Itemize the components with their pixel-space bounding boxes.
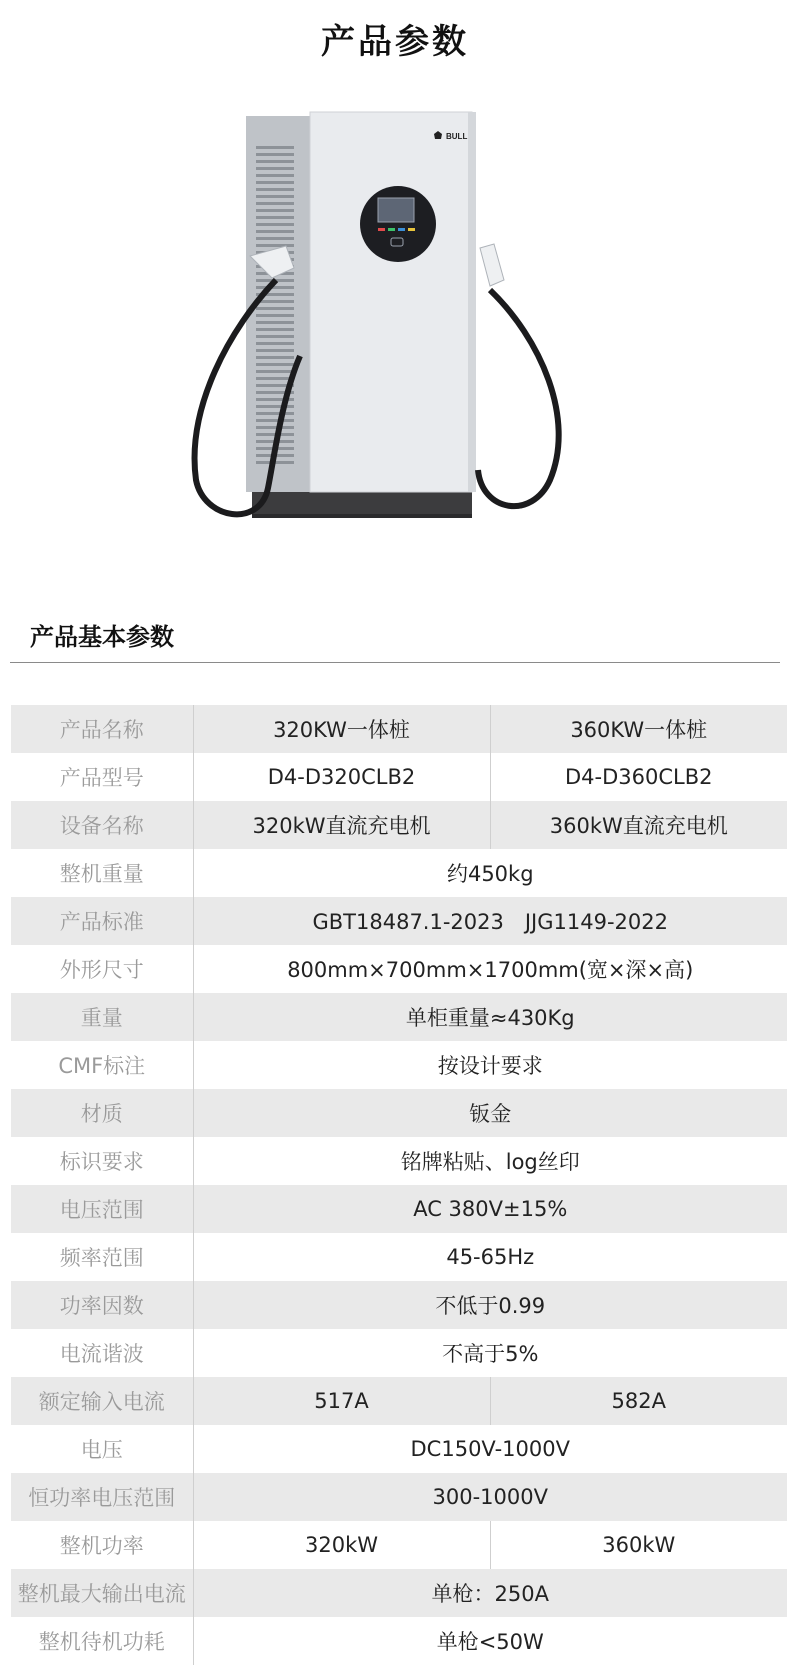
vent-slot: [256, 426, 294, 429]
status-light-blue: [398, 228, 405, 231]
spec-value: 钣金: [193, 1089, 787, 1137]
right-charging-gun-icon: [480, 244, 504, 286]
spec-table-body: [11, 705, 787, 1665]
spec-label: 整机重量: [11, 849, 193, 897]
vent-slot: [256, 216, 294, 219]
spec-label: 功率因数: [11, 1281, 193, 1329]
vent-slot: [256, 342, 294, 345]
spec-row: [11, 849, 787, 897]
spec-label: 标识要求: [11, 1137, 193, 1185]
section-divider: [10, 662, 780, 663]
vent-slot: [256, 363, 294, 366]
charger-front-panel: [310, 112, 472, 492]
display-screen: [378, 198, 414, 222]
vent-slot: [256, 230, 294, 233]
spec-value: DC150V-1000V: [193, 1425, 787, 1473]
charger-base: [252, 490, 472, 518]
spec-value: 不低于0.99: [193, 1281, 787, 1329]
status-light-red: [378, 228, 385, 231]
spec-label: 电流谐波: [11, 1329, 193, 1377]
vent-slot: [256, 321, 294, 324]
spec-value: AC 380V±15%: [193, 1185, 787, 1233]
vent-slot: [256, 223, 294, 226]
spec-row: [11, 897, 787, 945]
status-light-yellow: [408, 228, 415, 231]
page-title: 产品参数: [321, 22, 469, 62]
vent-slot: [256, 307, 294, 310]
spec-value: 单枪：250A: [193, 1569, 787, 1617]
spec-row: [11, 1377, 787, 1425]
charger-right-edge: [468, 112, 476, 492]
spec-value-320kw: 517A: [193, 1377, 490, 1425]
spec-value: 800mm×700mm×1700mm(宽×深×高): [193, 945, 787, 993]
vent-slot: [256, 209, 294, 212]
vent-slot: [256, 181, 294, 184]
spec-value: 单柜重量≈430Kg: [193, 993, 787, 1041]
spec-value-360kw: 582A: [490, 1377, 787, 1425]
spec-label: 产品标准: [11, 897, 193, 945]
spec-label: 重量: [11, 993, 193, 1041]
spec-row: [11, 1233, 787, 1281]
right-charging-cable: [478, 244, 559, 506]
vent-slot: [256, 244, 294, 247]
spec-label: 整机待机功耗: [11, 1617, 193, 1665]
spec-value: 铭牌粘贴、log丝印: [193, 1137, 787, 1185]
vent-slot: [256, 328, 294, 331]
display-unit: [360, 186, 436, 262]
spec-row: [11, 705, 787, 753]
spec-value-360kw: D4-D360CLB2: [490, 753, 787, 801]
vent-slot: [256, 237, 294, 240]
spec-value-360kw: 360kW: [490, 1521, 787, 1569]
spec-row: [11, 1521, 787, 1569]
spec-label: 整机最大输出电流: [11, 1569, 193, 1617]
spec-label: 频率范围: [11, 1233, 193, 1281]
vent-slot: [256, 174, 294, 177]
spec-value-320kw: 320KW一体桩: [193, 705, 490, 753]
spec-row: [11, 1425, 787, 1473]
spec-value-360kw: 360KW一体桩: [490, 705, 787, 753]
spec-value: 45-65Hz: [193, 1233, 787, 1281]
spec-label: 整机功率: [11, 1521, 193, 1569]
vent-slot: [256, 349, 294, 352]
spec-row: [11, 1185, 787, 1233]
spec-row: [11, 945, 787, 993]
status-light-green: [388, 228, 395, 231]
vent-slot: [256, 314, 294, 317]
spec-label: 恒功率电压范围: [11, 1473, 193, 1521]
spec-value-320kw: 320kW: [193, 1521, 490, 1569]
vent-slot: [256, 286, 294, 289]
spec-value: 单枪<50W: [193, 1617, 787, 1665]
spec-value-320kw: D4-D320CLB2: [193, 753, 490, 801]
spec-row: [11, 801, 787, 849]
spec-label: 设备名称: [11, 801, 193, 849]
vent-slot: [256, 195, 294, 198]
vent-slot: [256, 356, 294, 359]
spec-label: 电压: [11, 1425, 193, 1473]
vent-slot: [256, 160, 294, 163]
spec-row: [11, 753, 787, 801]
spec-value: 约450kg: [193, 849, 787, 897]
spec-row: [11, 1281, 787, 1329]
spec-row: [11, 1617, 787, 1665]
spec-value: 300-1000V: [193, 1473, 787, 1521]
spec-label: CMF标注: [11, 1041, 193, 1089]
vent-slot: [256, 153, 294, 156]
spec-row: [11, 1041, 787, 1089]
spec-label: 产品名称: [11, 705, 193, 753]
vent-slot: [256, 188, 294, 191]
spec-value: 按设计要求: [193, 1041, 787, 1089]
charger-product-image: [190, 108, 600, 550]
vent-slot: [256, 335, 294, 338]
vent-slot: [256, 412, 294, 415]
vent-slot: [256, 370, 294, 373]
vent-slot: [256, 146, 294, 149]
spec-value: GBT18487.1-2023 JJG1149-2022: [193, 897, 787, 945]
spec-row: [11, 1569, 787, 1617]
spec-row: [11, 993, 787, 1041]
spec-label: 额定输入电流: [11, 1377, 193, 1425]
spec-value-320kw: 320kW直流充电机: [193, 801, 490, 849]
vent-slot: [256, 202, 294, 205]
brand-logo-text: BULL: [446, 132, 468, 141]
spec-value-360kw: 360kW直流充电机: [490, 801, 787, 849]
spec-row: [11, 1329, 787, 1377]
spec-row: [11, 1473, 787, 1521]
section-title: 产品基本参数: [30, 623, 174, 651]
spec-row: [11, 1137, 787, 1185]
spec-row: [11, 1089, 787, 1137]
spec-label: 材质: [11, 1089, 193, 1137]
spec-label: 电压范围: [11, 1185, 193, 1233]
spec-table: [11, 705, 787, 1665]
spec-value: 不高于5%: [193, 1329, 787, 1377]
vent-slot: [256, 405, 294, 408]
vent-slot: [256, 167, 294, 170]
vent-slot: [256, 419, 294, 422]
spec-label: 外形尺寸: [11, 945, 193, 993]
spec-label: 产品型号: [11, 753, 193, 801]
